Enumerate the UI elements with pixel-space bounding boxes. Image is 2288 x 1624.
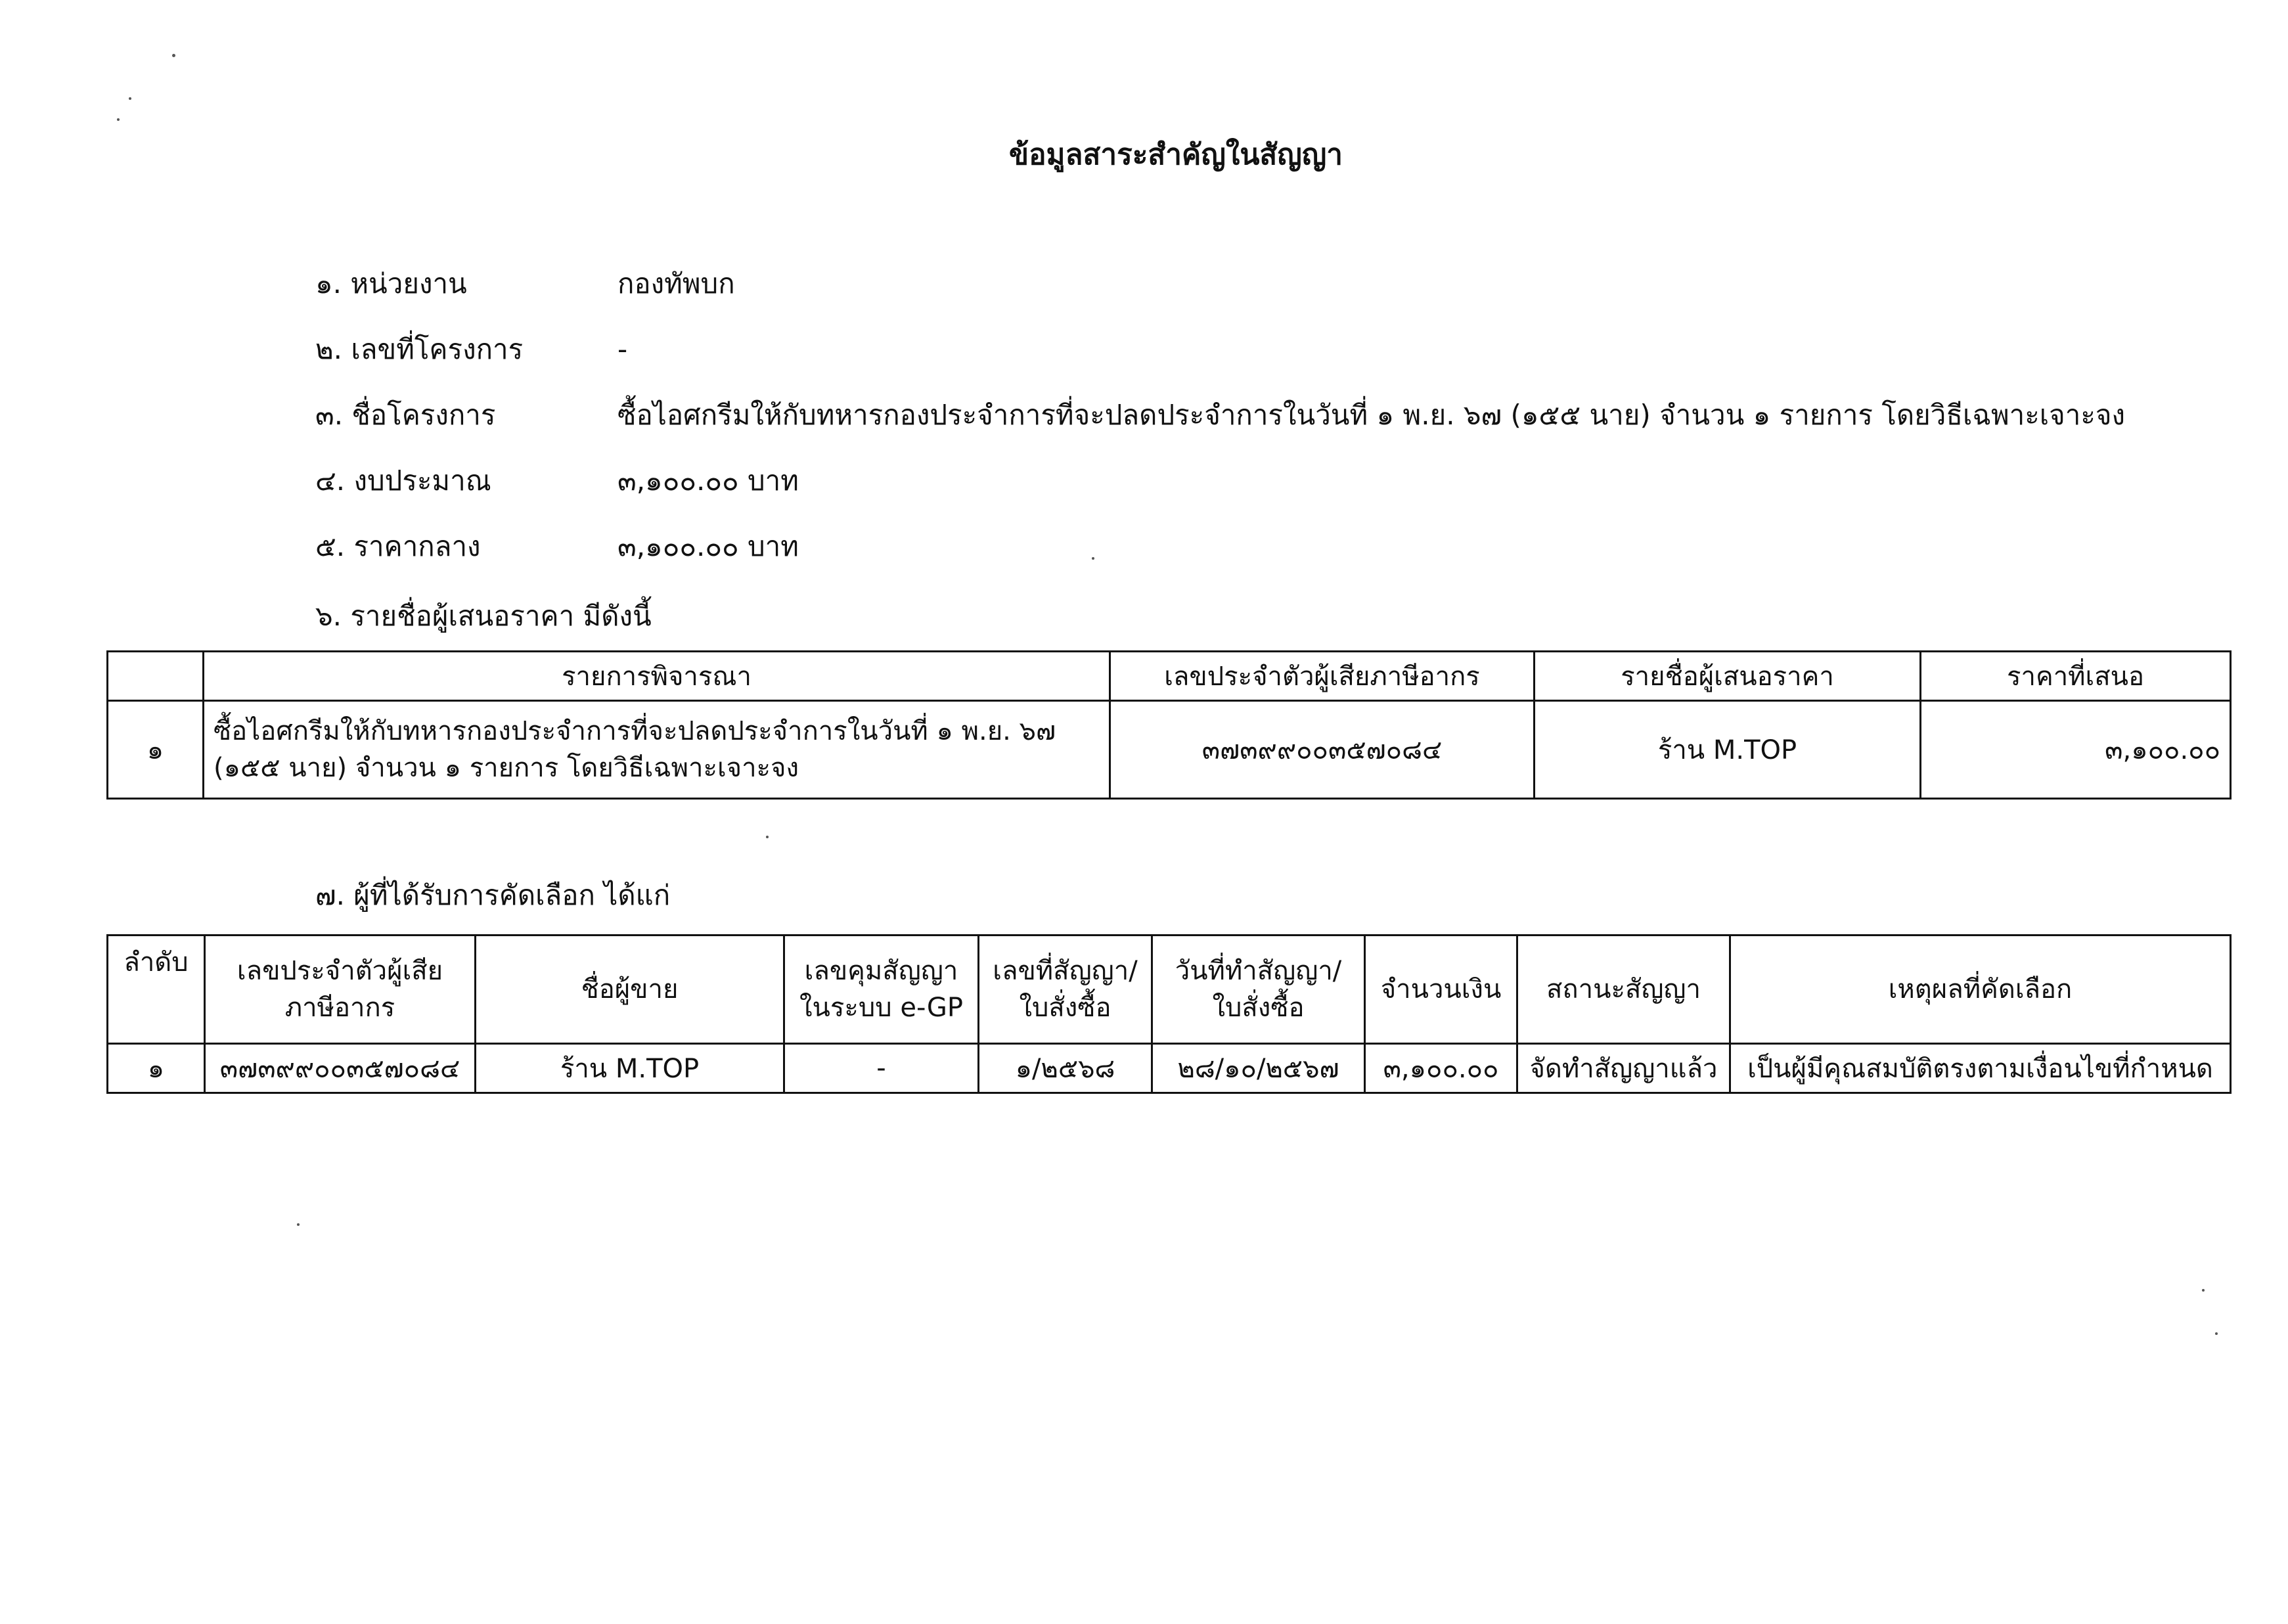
header-cell: รายการพิจารณา (204, 652, 1110, 701)
field-value: ๓,๑๐๐.๐๐ บาท (617, 464, 799, 497)
field-label: ๑. หน่วยงาน (315, 267, 467, 300)
scan-speck (117, 118, 120, 121)
header-cell (108, 652, 204, 701)
contract-number-cell: ๑/๒๕๖๘ (979, 1044, 1152, 1093)
header-cell: จำนวนเงิน (1365, 936, 1517, 1044)
scan-speck (2215, 1332, 2218, 1335)
header-cell (108, 936, 205, 1044)
bidder-cell: ร้าน M.TOP (1535, 701, 1921, 799)
field-value: - (617, 333, 628, 365)
header-cell (784, 936, 979, 1044)
item-line: ซื้อไอศกรีมให้กับทหารกองประจำการที่จะปลดประจำการในวันที่ ๑ พ.ย. ๖๗ (213, 716, 1056, 746)
scan-speck (297, 1223, 300, 1226)
item-line: (๑๕๕ นาย) จำนวน ๑ รายการ โดยวิธีเฉพาะเจาะจง (213, 753, 799, 783)
header-text: ลำดับ (123, 947, 189, 978)
header-text: ใบสั่งซื้อ (1212, 993, 1305, 1023)
status-cell: จัดทำสัญญาแล้ว (1517, 1044, 1730, 1093)
header-text: เลขคุมสัญญา (804, 956, 958, 986)
tax-id-cell: ๓๗๓๙๙๐๐๓๕๗๐๘๔ (205, 1044, 476, 1093)
field-label: ๓. ชื่อโครงการ (315, 399, 496, 431)
reason-cell: เป็นผู้มีคุณสมบัติตรงตามเงื่อนไขที่กำหนด (1730, 1044, 2231, 1093)
header-cell: ราคาที่เสนอ (1921, 652, 2231, 701)
header-cell: รายชื่อผู้เสนอราคา (1535, 652, 1921, 701)
egp-cell: - (784, 1044, 979, 1093)
field-label: ๕. ราคากลาง (315, 530, 481, 562)
seq-cell: ๑ (108, 1044, 205, 1093)
header-cell: สถานะสัญญา (1517, 936, 1730, 1044)
scan-speck (2202, 1289, 2205, 1292)
table-row (108, 701, 2231, 799)
field-value: กองทัพบก (617, 267, 735, 300)
table-row (108, 1044, 2231, 1093)
section-7-heading: ๗. ผู้ที่ได้รับการคัดเลือก ได้แก่ (315, 879, 671, 911)
scan-speck (172, 54, 175, 57)
document-title: ข้อมูลสาระสำคัญในสัญญา (1009, 138, 1343, 171)
winners-table (106, 934, 2232, 1094)
tax-id-cell: ๓๗๓๙๙๐๐๓๕๗๐๘๔ (1110, 701, 1535, 799)
price-cell: ๓,๑๐๐.๐๐ (1921, 701, 2231, 799)
header-cell (205, 936, 476, 1044)
amount-cell: ๓,๑๐๐.๐๐ (1365, 1044, 1517, 1093)
header-cell: ชื่อผู้ขาย (476, 936, 784, 1044)
header-text: เลขที่สัญญา/ (993, 956, 1138, 986)
field-label: ๔. งบประมาณ (315, 464, 491, 497)
header-text: ใบสั่งซื้อ (1019, 993, 1111, 1023)
header-text: ในระบบ e-GP (799, 993, 963, 1023)
contract-date-cell: ๒๘/๑๐/๒๕๖๗ (1152, 1044, 1365, 1093)
item-cell (204, 701, 1110, 799)
scan-speck (766, 836, 769, 838)
seller-cell: ร้าน M.TOP (476, 1044, 784, 1093)
field-label: ๒. เลขที่โครงการ (315, 333, 524, 365)
header-text: วันที่ทำสัญญา/ (1175, 956, 1342, 986)
table-header-row (108, 652, 2231, 701)
table-header-row (108, 936, 2231, 1044)
row-number: ๑ (108, 701, 204, 799)
header-text: ภาษีอากร (284, 993, 395, 1023)
scan-speck (129, 97, 131, 100)
field-value: ซื้อไอศกรีมให้กับทหารกองประจำการที่จะปลดประจำการในวันที่ ๑ พ.ย. ๖๗ (๑๕๕ นาย) จำนวน ๑ รายการ โดยวิธีเฉพาะเจาะจง (617, 399, 2126, 431)
field-value: ๓,๑๐๐.๐๐ บาท (617, 530, 799, 562)
header-cell: เหตุผลที่คัดเลือก (1730, 936, 2231, 1044)
header-cell (1152, 936, 1365, 1044)
header-cell (979, 936, 1152, 1044)
scan-speck (1092, 557, 1094, 560)
header-cell: เลขประจำตัวผู้เสียภาษีอากร (1110, 652, 1535, 701)
section-6-heading: ๖. รายชื่อผู้เสนอราคา มีดังนี้ (315, 600, 652, 632)
header-text: เลขประจำตัวผู้เสีย (236, 956, 443, 986)
bidders-table (106, 650, 2232, 800)
